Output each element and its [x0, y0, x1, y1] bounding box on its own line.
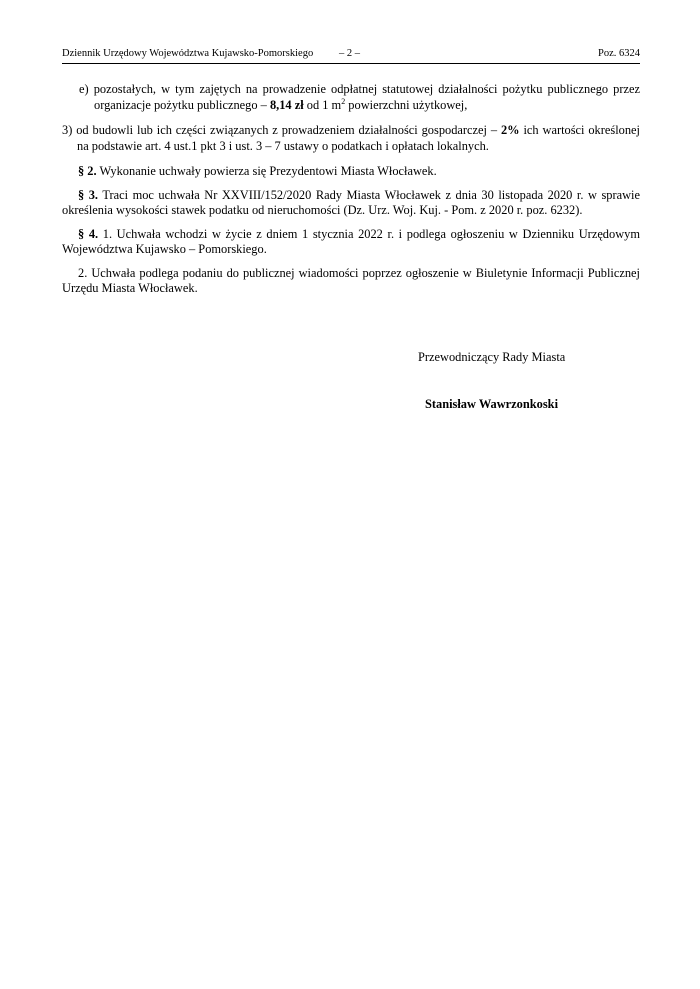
section-4-label: § 4. — [78, 226, 99, 241]
signature-name: Stanisław Wawrzonkoski — [425, 397, 559, 411]
position-number: Poz. 6324 — [598, 48, 640, 59]
item-e-rate: 8,14 zł — [269, 97, 304, 112]
list-item-e — [62, 82, 640, 113]
item-3-text: 3) od budowli lub ich części związanych z prowadzeniem działalności gospodarczej – — [62, 123, 501, 137]
section-3 — [62, 188, 640, 219]
list-item-3 — [62, 123, 640, 154]
item-e-text: e) pozostałych, w tym zajętych na prowadzenie odpłatnej statutowej działalności pożytku publicznego przez organizacje pożytku publicznego – — [79, 82, 640, 112]
section-3-text: Traci moc uchwała Nr XXVIII/152/2020 Rady Miasta Włocławek z dnia 30 listopada 2020 r. w sprawie określenia wysokości stawek podatku od nieruchomości (Dz. Urz. Woj. Kuj. - Pom. z 2020 r. poz. 6232). — [62, 187, 640, 217]
section-4-point-2-text: 2. Uchwała podlega podaniu do publicznej wiadomości poprzez ogłoszenie w Biuletynie Informacji Publicznej Urzędu Miasta Włocławek. — [62, 265, 640, 295]
section-2-label: § 2. — [78, 164, 97, 178]
section-2 — [62, 164, 640, 180]
item-e-superscript: 2 — [341, 96, 346, 106]
item-e-unit: od 1 m — [303, 97, 342, 112]
page-header — [62, 45, 640, 64]
journal-title: Dziennik Urzędowy Województwa Kujawsko-Pomorskiego — [62, 48, 314, 59]
item-3-suffix: ich wartości określonej na podstawie art. 4 ust.1 pkt 3 i ust. 3 – 7 ustawy o podatkach i opłatach lokalnych. — [77, 123, 640, 153]
item-3-rate: 2% — [500, 123, 520, 137]
signature-role: Przewodniczący Rady Miasta — [418, 350, 566, 364]
section-4 — [62, 227, 640, 258]
page-number: – 2 – — [339, 48, 360, 59]
section-4-point-2 — [62, 266, 640, 297]
section-2-text: Wykonanie uchwały powierza się Prezydentowi Miasta Włocławek. — [96, 164, 437, 178]
item-e-suffix: powierzchni użytkowej, — [345, 97, 468, 112]
section-4-text: 1. Uchwała wchodzi w życie z dniem 1 stycznia 2022 r. i podlega ogłoszeniu w Dzienniku Urzędowym Województwa Kujawsko – Pomorskiego. — [62, 226, 640, 256]
section-3-label: § 3. — [78, 187, 99, 202]
document-body — [62, 82, 640, 305]
